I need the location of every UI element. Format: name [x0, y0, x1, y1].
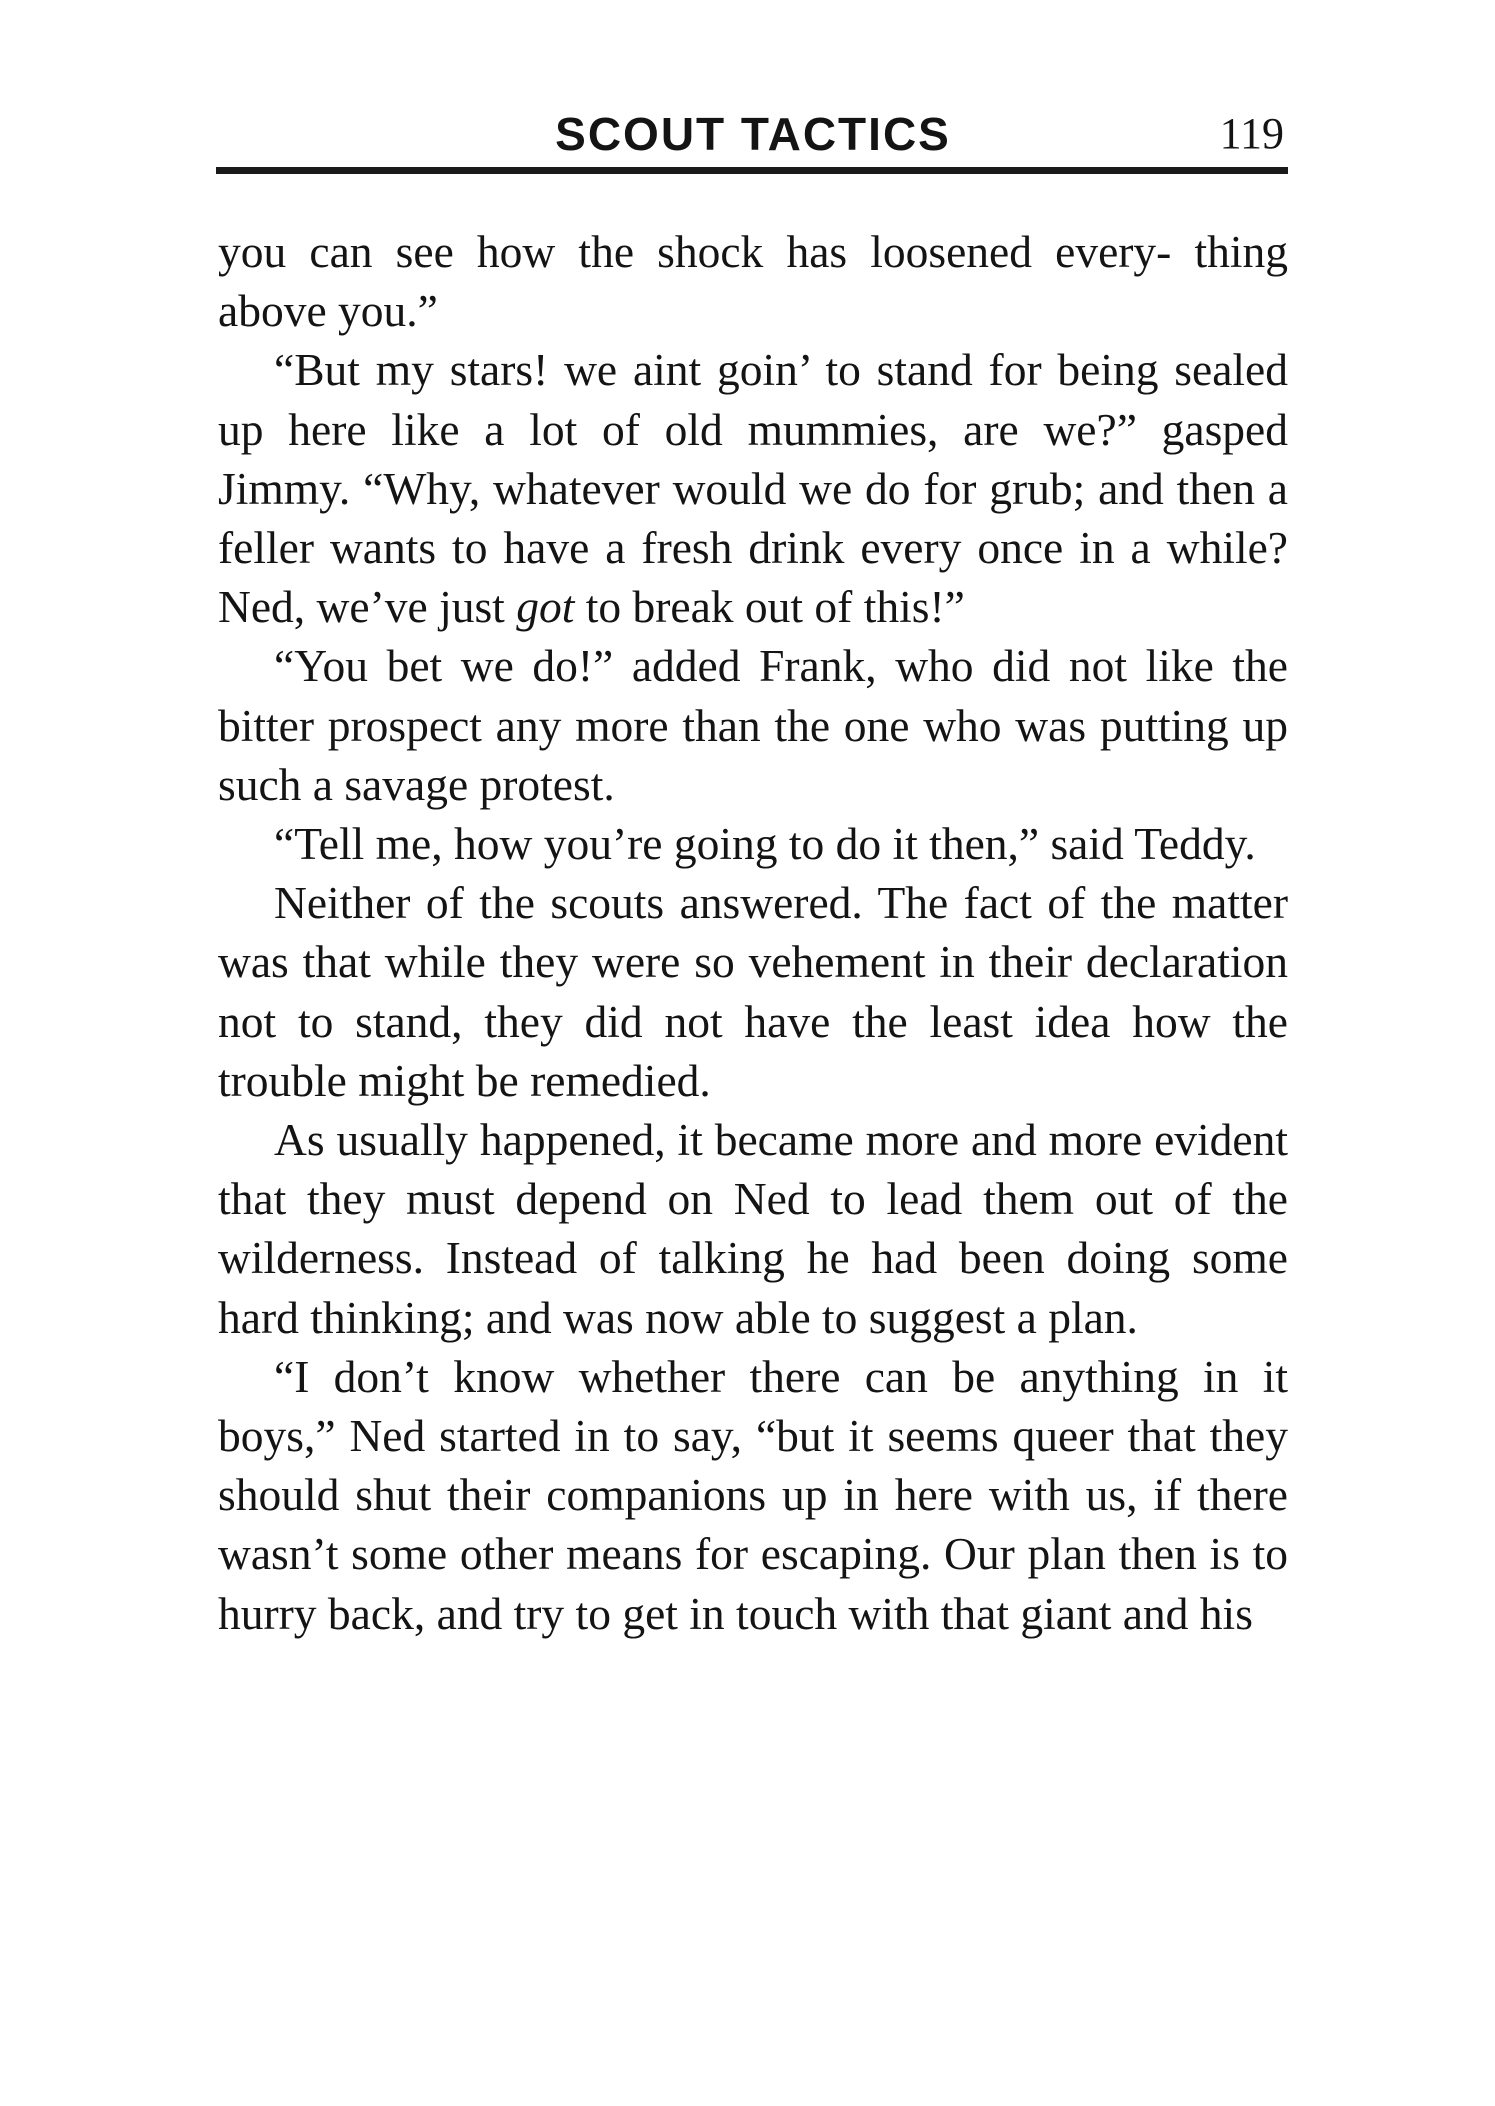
paragraph-5 — [218, 873, 1288, 1110]
page-number: 119 — [1219, 109, 1284, 158]
paragraph-text-continued: to break out of this!” — [574, 581, 965, 633]
paragraph-1 — [218, 222, 1288, 340]
emphasized-word: got — [516, 581, 575, 633]
paragraph-3 — [218, 636, 1288, 814]
paragraph-text: you can see how the shock has loosened every- thing above you.” — [218, 226, 1288, 337]
chapter-title: SCOUT TACTICS — [555, 108, 951, 160]
paragraph-text: “I don’t know whether there can be anything in it boys,” Ned started in to say, “but it seems queer that they should shut their companions up in here with us, if there wasn’t some other means for escaping. Our plan then is to hurry back, and try to get in touch with that giant and his — [218, 1350, 1288, 1639]
paragraph-text: As usually happened, it became more and more evident that they must depend on Ned to lead them out of the wilderness. Instead of talking he had been doing some hard thinking; and was now able to suggest a plan. — [218, 1114, 1288, 1343]
paragraph-4 — [218, 814, 1288, 873]
paragraph-6 — [218, 1110, 1288, 1347]
paragraph-7 — [218, 1347, 1288, 1643]
paragraph-text: Neither of the scouts answered. The fact of the matter was that while they were so vehement in their declaration not to stand, they did not have the least idea how the trouble might be remedied. — [218, 877, 1288, 1106]
paragraph-text: “Tell me, how you’re going to do it then,” said Teddy. — [274, 818, 1256, 870]
header-rule — [216, 167, 1288, 174]
paragraph-text: “You bet we do!” added Frank, who did not like the bitter prospect any more than the one who was putting up such a savage protest. — [218, 640, 1288, 810]
body-text — [218, 222, 1288, 1643]
running-head — [218, 104, 1288, 164]
paragraph-2 — [218, 340, 1288, 636]
paragraph-text: “But my stars! we aint goin’ to stand for being sealed up here like a lot of old mummies, are we?” gasped Jimmy. “Why, whatever would we do for grub; and then a feller wants to have a fresh drink every once in a while? Ned, we’ve just — [218, 344, 1288, 633]
